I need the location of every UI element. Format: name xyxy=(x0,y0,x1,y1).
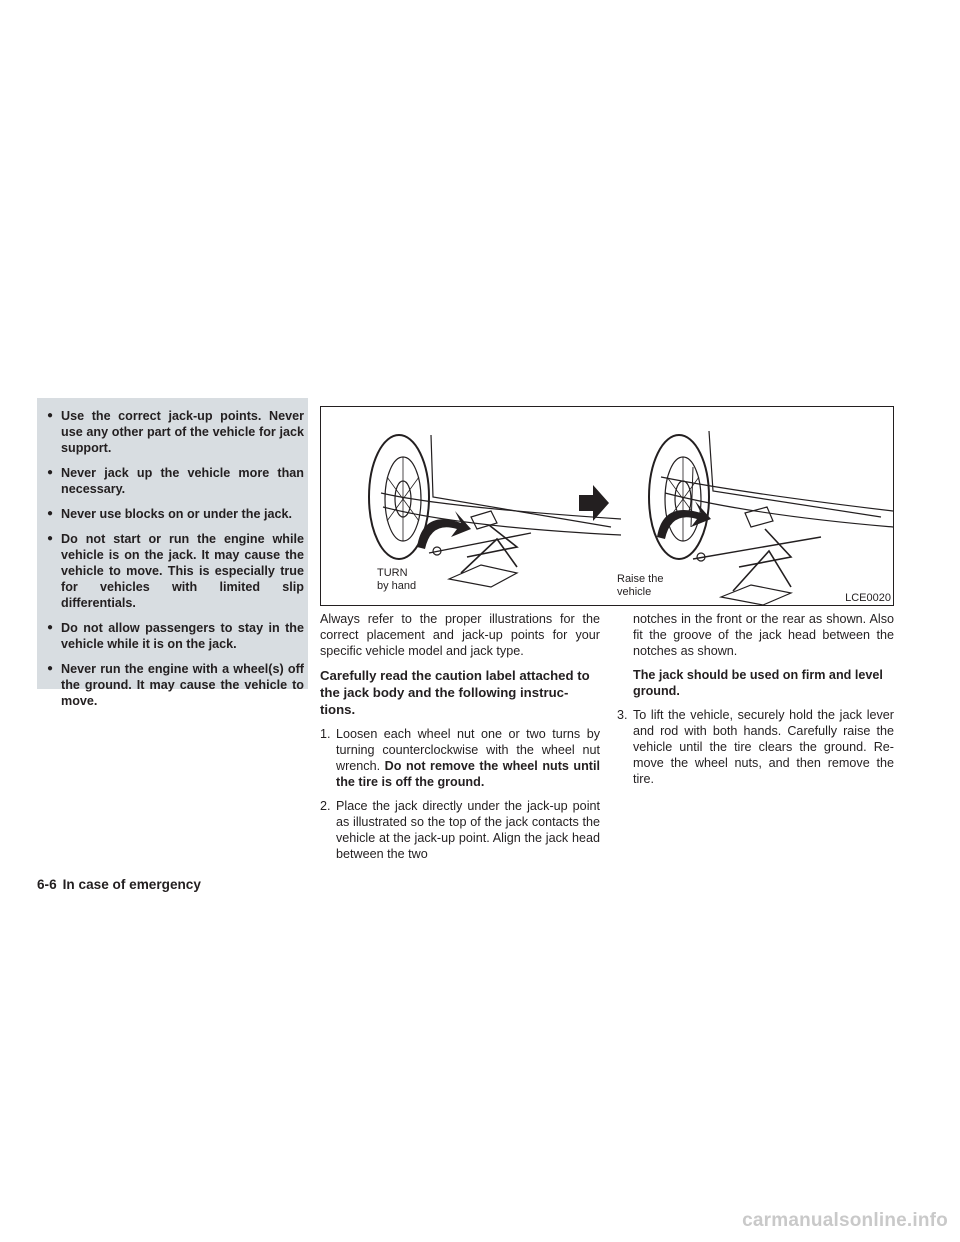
intro-paragraph: Always refer to the proper illustrations for the correct placement and jack-up points for your specific vehicle model and jack type. xyxy=(320,612,600,658)
warning-item: ● Never run the engine with a wheel(s) off the ground. It may cause the vehicle to move. xyxy=(47,661,304,709)
figure-label-raise: Raise the vehicle xyxy=(617,573,664,598)
page-number: 6-6 xyxy=(37,877,57,892)
watermark: carmanualsonline.info xyxy=(742,1210,948,1231)
step-text-plain: Loosen each wheel nut one or two turns by turning counterclockwise with the wheel nut wrench. xyxy=(336,727,600,773)
warning-list xyxy=(47,408,304,709)
step-number: 2. xyxy=(320,799,331,813)
step-text: Place the jack directly under the jack-up point as illustrated so the top of the jack contacts the vehicle at the jack-up point. Align the jack head between the two xyxy=(336,799,600,861)
step-item xyxy=(320,726,600,790)
figure-code: LCE0020 xyxy=(845,592,891,604)
step-continuation-bold: The jack should be used on firm and level ground. xyxy=(633,668,883,698)
figure-label-turn: TURN by hand xyxy=(377,567,417,592)
instructions-column-left xyxy=(320,611,600,870)
page-footer xyxy=(37,877,201,892)
warning-item: ● Do not start or run the engine while vehicle is on the jack. It may cause the vehicle to move. This is especially true for vehicles with limited slip differentials. xyxy=(47,531,304,611)
caution-heading: Carefully read the caution label attached to the jack body and the following instruc-tions. xyxy=(320,668,590,717)
step-number: 3. xyxy=(617,708,628,722)
warning-item: ● Never use blocks on or under the jack. xyxy=(47,506,304,522)
warning-item: ● Use the correct jack-up points. Never use any other part of the vehicle for jack support. xyxy=(47,408,304,456)
step-item xyxy=(617,707,894,787)
step-continuation: notches in the front or the rear as shown. Also fit the groove of the jack head between the notches as shown. xyxy=(633,612,894,658)
warning-item: ● Never jack up the vehicle more than necessary. xyxy=(47,465,304,497)
instructions-column-right xyxy=(617,611,894,795)
step-text xyxy=(336,726,600,790)
section-title: In case of emergency xyxy=(62,877,201,892)
warning-item: ● Do not allow passengers to stay in the vehicle while it is on the jack. xyxy=(47,620,304,652)
step-item xyxy=(320,798,600,862)
jack-illustration xyxy=(320,406,894,606)
warning-box xyxy=(37,398,308,708)
step-number: 1. xyxy=(320,727,331,741)
step-text: To lift the vehicle, securely hold the jack lever and rod with both hands. Carefully raise the vehicle until the tire clears the ground. Re-move the wheel nuts, and then remove the tire. xyxy=(633,708,894,786)
step-text-bold: Do not remove the wheel nuts until the tire is off the ground. xyxy=(336,759,600,789)
